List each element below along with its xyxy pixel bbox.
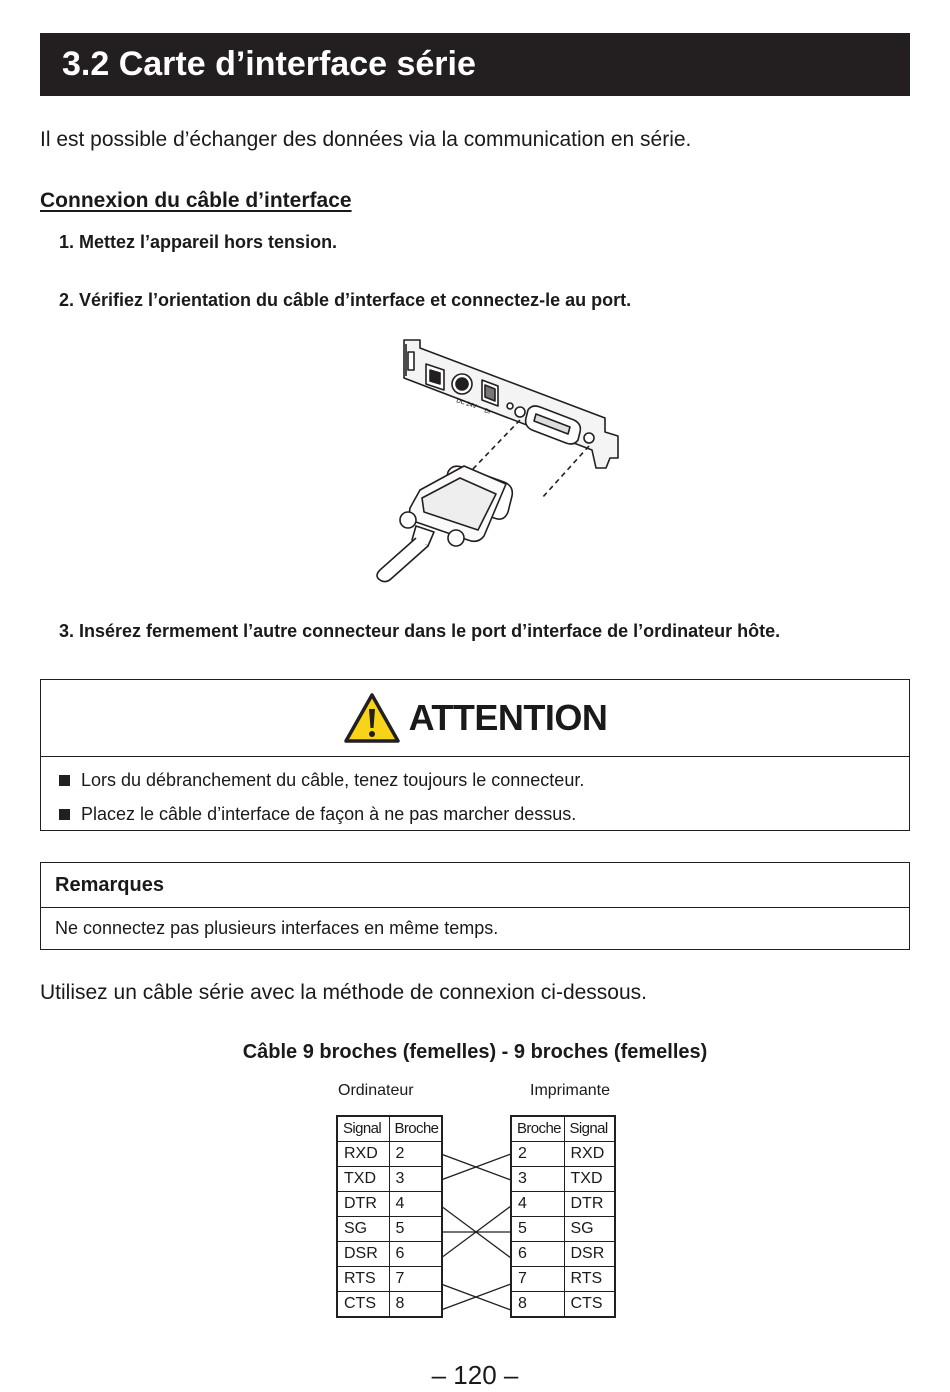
- table-header-cell: Broche: [389, 1116, 442, 1142]
- printer-pin-table: [510, 1115, 616, 1318]
- page-number: – 120 –: [431, 1360, 519, 1390]
- printer-label: Imprimante: [530, 1082, 611, 1099]
- attention-header: [41, 680, 909, 757]
- intro-paragraph: Il est possible d’échanger des données via la communication en série.: [40, 128, 692, 151]
- notes-title: Remarques: [41, 863, 909, 908]
- bullet-square-icon: [59, 809, 70, 820]
- computer-pin-table: [336, 1115, 443, 1318]
- pin-cell: 6: [389, 1242, 442, 1267]
- table-header-cell: Broche: [511, 1116, 564, 1142]
- cable-connection-illustration: [360, 330, 630, 590]
- table-row: [337, 1192, 442, 1217]
- notes-box: [40, 862, 910, 950]
- table-row: [511, 1292, 615, 1318]
- signal-cell: RTS: [564, 1267, 615, 1292]
- pin-cell: 7: [389, 1267, 442, 1292]
- wiring-diagram: [441, 1115, 511, 1325]
- pin-cell: 8: [511, 1292, 564, 1318]
- signal-cell: CTS: [337, 1292, 389, 1318]
- pin-cell: 8: [389, 1292, 442, 1318]
- pin-cell: 4: [389, 1192, 442, 1217]
- attention-item: Placez le câble d’interface de façon à ne pas marcher dessus.: [81, 804, 577, 824]
- step-2: 2. Vérifiez l’orientation du câble d’interface et connectez-le au port.: [59, 290, 632, 310]
- step-3: 3. Insérez fermement l’autre connecteur dans le port d’interface de l’ordinateur hôte.: [59, 621, 781, 641]
- signal-cell: TXD: [337, 1167, 389, 1192]
- signal-cell: DSR: [564, 1242, 615, 1267]
- computer-label: Ordinateur: [338, 1082, 414, 1099]
- attention-list: [41, 757, 909, 831]
- pin-cell: 3: [511, 1167, 564, 1192]
- table-row: [511, 1217, 615, 1242]
- table-row: [337, 1142, 442, 1167]
- table-row: [511, 1192, 615, 1217]
- table-row: [337, 1267, 442, 1292]
- signal-cell: DTR: [337, 1192, 389, 1217]
- pin-cell: 2: [389, 1142, 442, 1167]
- signal-cell: RTS: [337, 1267, 389, 1292]
- pin-cell: 3: [389, 1167, 442, 1192]
- pin-cell: 4: [511, 1192, 564, 1217]
- section-title: 3.2 Carte d’interface série: [40, 33, 910, 96]
- table-header-cell: Signal: [564, 1116, 615, 1142]
- attention-title: ATTENTION: [408, 697, 608, 738]
- signal-cell: DSR: [337, 1242, 389, 1267]
- table-row: [337, 1167, 442, 1192]
- bullet-square-icon: [59, 775, 70, 786]
- panel-label: Dr: [483, 408, 492, 416]
- signal-cell: RXD: [564, 1142, 615, 1167]
- pin-cell: 6: [511, 1242, 564, 1267]
- connection-heading: Connexion du câble d’interface: [40, 189, 352, 212]
- cable: [377, 538, 428, 582]
- table-row: [511, 1267, 615, 1292]
- table-row: [337, 1292, 442, 1318]
- pin-cell: 7: [511, 1267, 564, 1292]
- table-row: [337, 1242, 442, 1267]
- attention-item: Lors du débranchement du câble, tenez toujours le connecteur.: [81, 770, 585, 790]
- table-row: [511, 1142, 615, 1167]
- pin-cell: 5: [511, 1217, 564, 1242]
- list-item: [59, 797, 909, 831]
- table-row: [511, 1167, 615, 1192]
- notes-text: Ne connectez pas plusieurs interfaces en même temps.: [55, 918, 499, 938]
- list-item: [59, 763, 909, 797]
- signal-cell: TXD: [564, 1167, 615, 1192]
- step-1: 1. Mettez l’appareil hors tension.: [59, 232, 338, 252]
- usage-paragraph: Utilisez un câble série avec la méthode de connexion ci-dessous.: [40, 981, 648, 1004]
- signal-cell: SG: [337, 1217, 389, 1242]
- signal-cell: CTS: [564, 1292, 615, 1318]
- table-header-cell: Signal: [337, 1116, 389, 1142]
- table-row: [511, 1242, 615, 1267]
- pin-cell: 5: [389, 1217, 442, 1242]
- warning-triangle-icon: [343, 692, 401, 744]
- attention-box: [40, 679, 910, 831]
- table-header-row: [511, 1116, 615, 1142]
- pin-cell: 2: [511, 1142, 564, 1167]
- cable-title: Câble 9 broches (femelles) - 9 broches (femelles): [242, 1041, 708, 1063]
- signal-cell: RXD: [337, 1142, 389, 1167]
- table-header-row: [337, 1116, 442, 1142]
- panel-label: DC 24V: [455, 398, 478, 411]
- signal-cell: DTR: [564, 1192, 615, 1217]
- signal-cell: SG: [564, 1217, 615, 1242]
- table-row: [337, 1217, 442, 1242]
